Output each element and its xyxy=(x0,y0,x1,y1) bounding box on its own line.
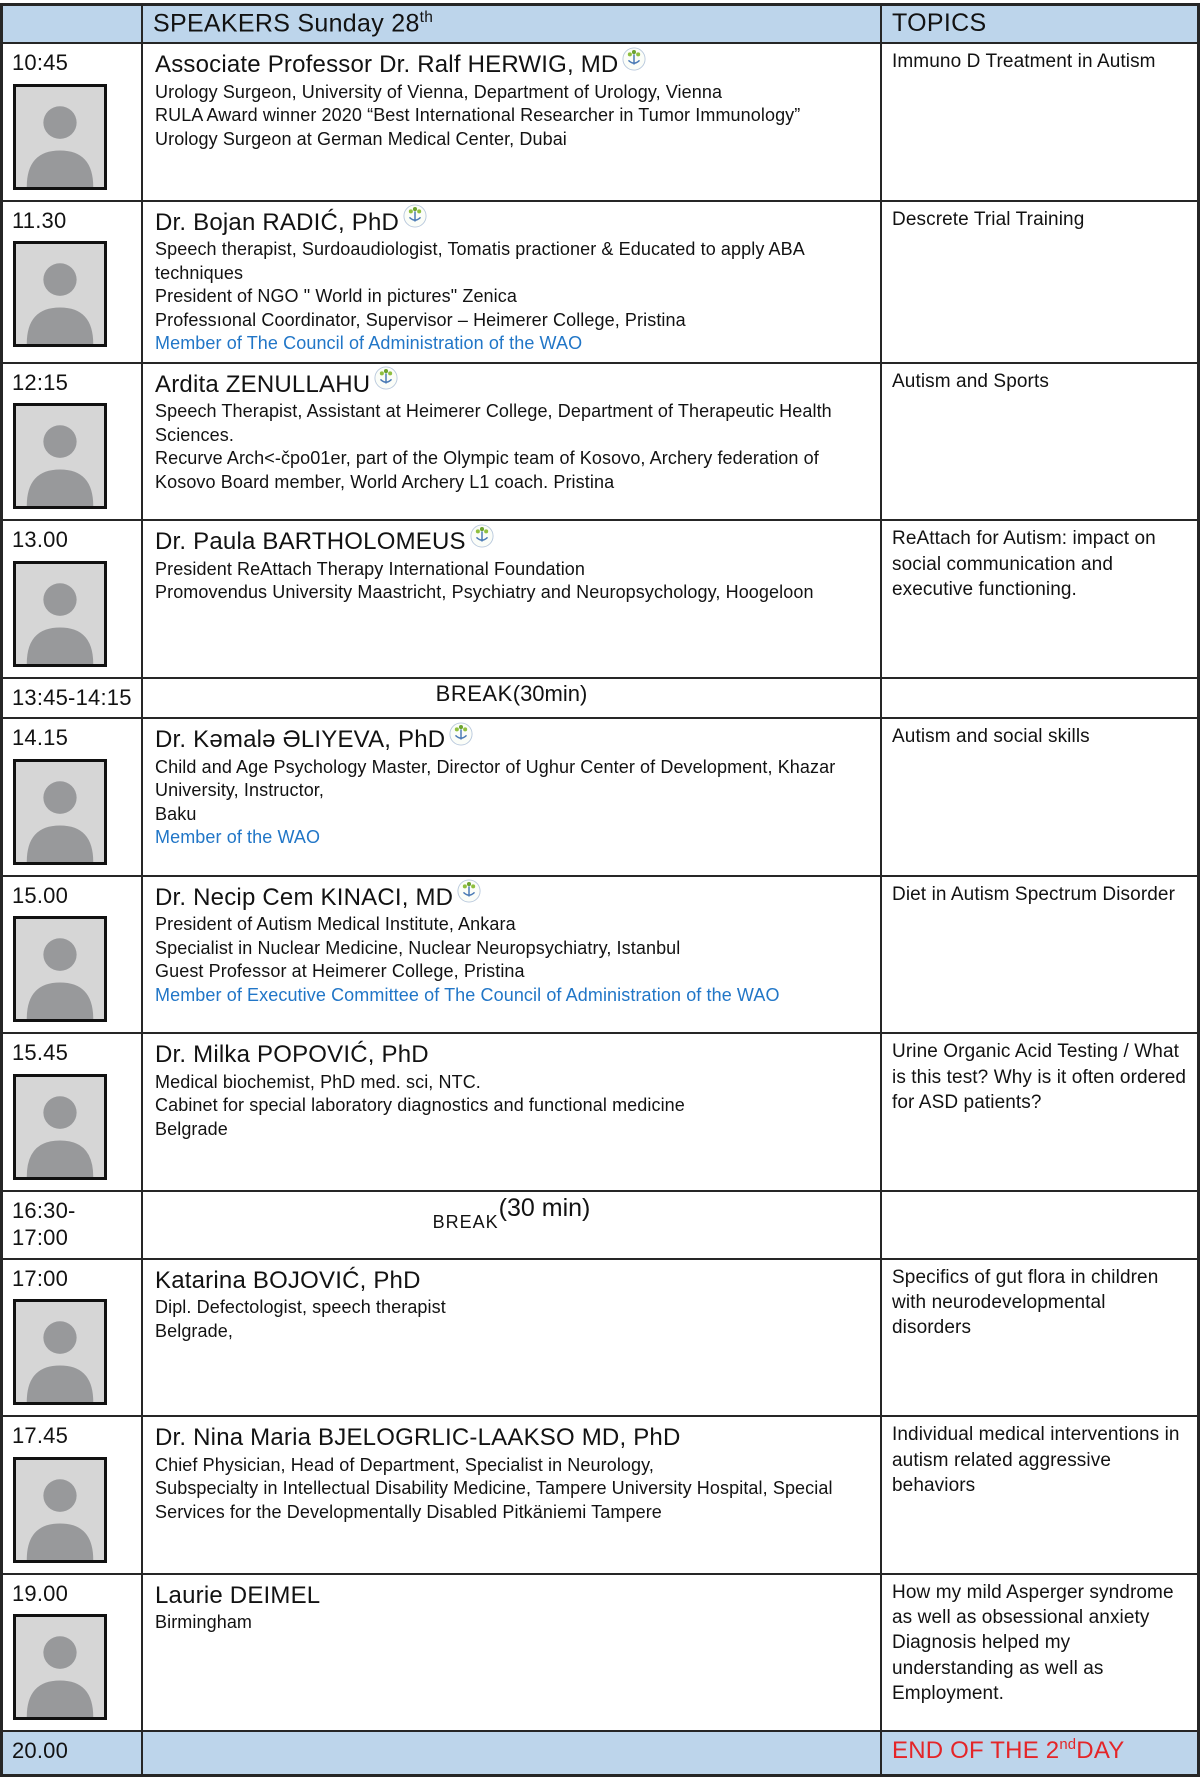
speaker-name-line xyxy=(155,882,870,913)
topic-cell xyxy=(882,202,1197,362)
speaker-row xyxy=(3,1034,1197,1192)
break-label: BREAK xyxy=(432,1212,499,1233)
speaker-cell xyxy=(143,719,882,875)
speaker-cell xyxy=(143,1575,882,1731)
member-link[interactable]: Member of the WAO xyxy=(155,827,321,848)
speaker-detail: Medical biochemist, PhD med. sci, NTC. xyxy=(155,1071,481,1092)
break-row xyxy=(3,679,1197,720)
speaker-detail: Belgrade, xyxy=(155,1320,233,1341)
time-label: 17:00 xyxy=(12,1265,69,1291)
break-duration-label: (30min) xyxy=(512,680,588,706)
speaker-photo xyxy=(13,561,107,667)
speaker-photo xyxy=(13,1614,107,1720)
member-link[interactable]: Member of Executive Committee of The Council of Administration of the WAO xyxy=(155,984,780,1005)
speaker-detail: Professıonal Coordinator, Supervisor – Heimerer College, Pristina xyxy=(155,309,686,330)
speaker-photo xyxy=(13,84,107,190)
speaker-photo xyxy=(13,241,107,347)
time-label: 10:45 xyxy=(12,50,69,76)
time-label: 15.00 xyxy=(12,882,69,908)
speaker-detail: Urology Surgeon at German Medical Center, Dubai xyxy=(155,128,567,149)
person-silhouette-icon xyxy=(16,1077,104,1177)
speaker-detail: President ReAttach Therapy International Foundation xyxy=(155,558,586,579)
speaker-name: Dr. Kəmalə ƏLIYEVA, PhD xyxy=(155,726,446,754)
speaker-name-line xyxy=(155,369,870,400)
topic-text: Urine Organic Acid Testing / What is this test? Why is it often ordered for ASD patients? xyxy=(892,1041,1187,1113)
speaker-detail: Specialist in Nuclear Medicine, Nuclear Neuropsychiatry, Istanbul xyxy=(155,937,681,958)
speaker-photo xyxy=(13,916,107,1022)
topic-text: ReAttach for Autism: impact on social communication and executive functioning. xyxy=(892,528,1156,600)
speaker-detail: Subspecialty in Intellectual Disability Medicine, Tampere University Hospital, Special Services for the Developmentally Disabled Pitkäniemi Tampere xyxy=(155,1478,833,1522)
speaker-photo xyxy=(13,759,107,865)
time-cell xyxy=(3,1192,143,1258)
break-row xyxy=(3,1192,1197,1260)
time-cell xyxy=(3,1034,143,1190)
wao-globe-icon xyxy=(457,879,481,911)
speaker-detail: Birmingham xyxy=(155,1612,253,1633)
time-cell xyxy=(3,1417,143,1573)
speaker-photo xyxy=(13,1457,107,1563)
speaker-name: Laurie DEIMEL xyxy=(155,1581,321,1609)
speaker-row xyxy=(3,364,1197,522)
speaker-detail: RULA Award winner 2020 “Best International Researcher in Tumor Immunology” xyxy=(155,105,801,126)
speaker-name: Dr. Milka POPOVIĆ, PhD xyxy=(155,1041,429,1069)
time-cell xyxy=(3,679,143,718)
speaker-name-line xyxy=(155,724,870,755)
topic-cell xyxy=(882,719,1197,875)
time-label: 16:30- xyxy=(12,1197,76,1223)
person-silhouette-icon xyxy=(16,1460,104,1560)
time-cell xyxy=(3,719,143,875)
topic-text: Autism and social skills xyxy=(892,726,1090,748)
wao-globe-icon xyxy=(449,722,473,754)
topic-cell xyxy=(882,364,1197,520)
speaker-name-line xyxy=(155,1580,870,1611)
speaker-name: Dr. Necip Cem KINACI, MD xyxy=(155,883,454,911)
header-time-cell xyxy=(3,6,143,42)
topic-text: Autism and Sports xyxy=(892,370,1049,392)
speaker-detail: President of Autism Medical Institute, Ankara xyxy=(155,914,516,935)
speaker-cell xyxy=(143,1034,882,1190)
speaker-detail: Cabinet for special laboratory diagnostics and functional medicine xyxy=(155,1095,685,1116)
break-cell xyxy=(143,679,882,718)
header-topics-cell xyxy=(882,6,1197,42)
speaker-row xyxy=(3,1260,1197,1418)
person-silhouette-icon xyxy=(16,87,104,187)
break-duration-label: (30 min) xyxy=(498,1193,591,1222)
end-of-day-superscript: nd xyxy=(1059,1737,1077,1754)
wao-globe-icon xyxy=(403,204,427,236)
speaker-cell xyxy=(143,521,882,677)
end-of-day-row xyxy=(3,1732,1197,1774)
topic-text: Individual medical interventions in autism related aggressive behaviors xyxy=(892,1424,1180,1496)
wao-globe-icon xyxy=(622,47,646,79)
person-silhouette-icon xyxy=(16,1617,104,1717)
time-label: 14.15 xyxy=(12,725,69,751)
speaker-name-line xyxy=(155,526,870,557)
speaker-name-line xyxy=(155,207,870,238)
speaker-photo xyxy=(13,1074,107,1180)
speaker-photo xyxy=(13,403,107,509)
header-row xyxy=(3,6,1197,44)
time-label: 12:15 xyxy=(12,369,69,395)
time-cell xyxy=(3,1260,143,1416)
speaker-cell xyxy=(143,364,882,520)
speaker-detail: Belgrade xyxy=(155,1118,228,1139)
speaker-detail: Baku xyxy=(155,803,197,824)
person-silhouette-icon xyxy=(16,244,104,344)
speaker-name: Ardita ZENULLAHU xyxy=(155,370,371,398)
speaker-row xyxy=(3,1417,1197,1575)
topic-cell xyxy=(882,521,1197,677)
time-label: 11.30 xyxy=(12,207,67,233)
speaker-name: Katarina BOJOVIĆ, PhD xyxy=(155,1266,421,1294)
header-speakers-cell xyxy=(143,6,882,42)
topic-text: Specifics of gut flora in children with neurodevelopmental disorders xyxy=(892,1266,1159,1339)
person-silhouette-icon xyxy=(16,564,104,664)
time-label: 13:45-14:15 xyxy=(12,684,132,710)
topic-text: Descrete Trial Training xyxy=(892,208,1085,230)
speaker-detail: Speech Therapist, Assistant at Heimerer College, Department of Therapeutic Health Sciences. xyxy=(155,401,832,445)
schedule-table xyxy=(0,3,1200,1777)
end-row-empty-cell xyxy=(143,1732,882,1774)
speaker-detail: Guest Professor at Heimerer College, Pristina xyxy=(155,961,525,982)
speaker-name: Associate Professor Dr. Ralf HERWIG, MD xyxy=(155,51,619,79)
topic-cell xyxy=(882,1034,1197,1190)
speaker-cell xyxy=(143,877,882,1033)
member-link[interactable]: Member of The Council of Administration of the WAO xyxy=(155,333,583,354)
wao-globe-icon xyxy=(374,366,398,398)
topic-text: How my mild Asperger syndrome as well as obsessional anxiety Diagnosis helped my understanding as well as Employment. xyxy=(892,1581,1174,1704)
topic-cell xyxy=(882,1260,1197,1416)
speaker-cell xyxy=(143,202,882,362)
speaker-detail: Recurve Arch<-čpo01er, part of the Olympic team of Kosovo, Archery federation of Kosovo Board member, World Archery L1 coach. Pristina xyxy=(155,448,819,492)
person-silhouette-icon xyxy=(16,1302,104,1402)
end-of-day-cell xyxy=(882,1732,1197,1774)
speaker-cell xyxy=(143,44,882,200)
speaker-row xyxy=(3,1575,1197,1733)
time-cell xyxy=(3,1732,143,1774)
topic-text: Immuno D Treatment in Autism xyxy=(892,51,1156,73)
speaker-detail: Dipl. Defectologist, speech therapist xyxy=(155,1297,446,1318)
topic-cell xyxy=(882,679,1197,718)
speaker-row xyxy=(3,719,1197,877)
speaker-row xyxy=(3,521,1197,679)
time-label: 19.00 xyxy=(12,1580,69,1606)
break-label: BREAK xyxy=(435,680,513,706)
time-cell xyxy=(3,521,143,677)
speaker-name: Dr. Bojan RADIĆ, PhD xyxy=(155,208,400,236)
topic-cell xyxy=(882,1417,1197,1573)
topics-header-label: TOPICS xyxy=(892,9,987,37)
speaker-row xyxy=(3,202,1197,364)
speaker-name: Dr. Nina Maria BJELOGRLIC-LAAKSO MD, PhD xyxy=(155,1424,681,1452)
time-label: 17:00 xyxy=(12,1225,69,1251)
topic-cell xyxy=(882,44,1197,200)
time-cell xyxy=(3,44,143,200)
speakers-header-superscript: th xyxy=(419,9,434,26)
time-label: 20.00 xyxy=(12,1738,69,1764)
person-silhouette-icon xyxy=(16,762,104,862)
time-label: 17.45 xyxy=(12,1423,69,1449)
speaker-row xyxy=(3,877,1197,1035)
topic-cell xyxy=(882,877,1197,1033)
time-cell xyxy=(3,1575,143,1731)
time-label: 13.00 xyxy=(12,527,69,553)
person-silhouette-icon xyxy=(16,919,104,1019)
speaker-name-line xyxy=(155,1265,870,1296)
break-cell xyxy=(143,1192,882,1258)
person-silhouette-icon xyxy=(16,406,104,506)
speaker-detail: Chief Physician, Head of Department, Specialist in Neurology, xyxy=(155,1454,655,1475)
speaker-detail: Child and Age Psychology Master, Director of Ughur Center of Development, Khazar University, Instructor, xyxy=(155,756,836,801)
end-of-day-text: END OF THE 2 xyxy=(892,1737,1060,1765)
speaker-detail: Urology Surgeon, University of Vienna, Department of Urology, Vienna xyxy=(155,81,723,102)
speaker-detail: President of NGO " World in pictures" Zenica xyxy=(155,286,517,307)
speaker-name-line xyxy=(155,1039,870,1070)
speaker-cell xyxy=(143,1260,882,1416)
speaker-detail: Promovendus University Maastricht, Psychiatry and Neuropsychology, Hoogeloon xyxy=(155,582,814,603)
speaker-cell xyxy=(143,1417,882,1573)
end-of-day-text-suffix: DAY xyxy=(1076,1737,1125,1765)
topic-cell xyxy=(882,1575,1197,1731)
time-label: 15.45 xyxy=(12,1040,69,1066)
wao-globe-icon xyxy=(470,524,494,556)
speakers-header-label: SPEAKERS Sunday 28 xyxy=(153,9,420,38)
topic-text: Diet in Autism Spectrum Disorder xyxy=(892,883,1176,905)
time-cell xyxy=(3,202,143,362)
time-cell xyxy=(3,364,143,520)
end-of-day-label xyxy=(892,1737,1187,1766)
speaker-name-line xyxy=(155,49,870,80)
time-cell xyxy=(3,877,143,1033)
speaker-name: Dr. Paula BARTHOLOMEUS xyxy=(155,528,466,556)
speaker-photo xyxy=(13,1299,107,1405)
speaker-detail: Speech therapist, Surdoaudiologist, Tomatis practioner & Educated to apply ABA techniques xyxy=(155,239,804,283)
speaker-row xyxy=(3,44,1197,202)
topic-cell xyxy=(882,1192,1197,1258)
speaker-name-line xyxy=(155,1422,870,1453)
